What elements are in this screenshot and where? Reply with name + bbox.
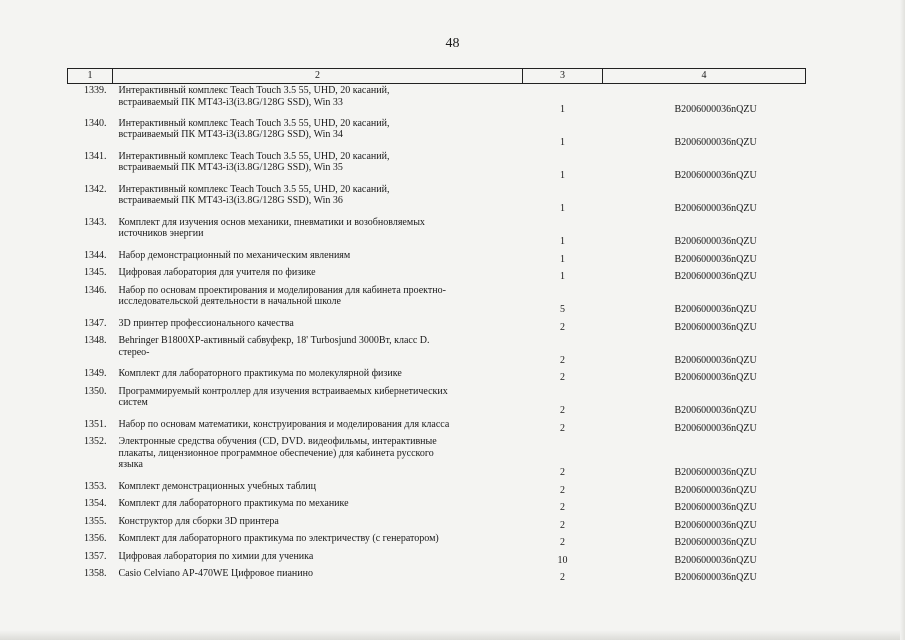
row-quantity: 2 (560, 321, 565, 333)
row-number: 1349. (84, 368, 107, 379)
item-name-line: языка (118, 459, 143, 470)
item-name-line: Интерактивный комплекс Teach Touch 3.5 55, UHD, 20 касаний, (118, 183, 390, 195)
row-quantity: 2 (560, 372, 565, 383)
row-item-name (113, 266, 523, 284)
table-row (68, 567, 806, 585)
item-name-line: Интерактивный комплекс Teach Touch 3.5 55, UHD, 20 касаний, (118, 150, 390, 162)
table-row (68, 435, 806, 480)
row-quantity: 1 (560, 137, 565, 148)
row-item-name (113, 367, 523, 385)
row-number: 1352. (84, 436, 107, 447)
table-row (68, 150, 806, 183)
row-quantity: 2 (560, 405, 565, 416)
row-item-name (113, 480, 523, 498)
row-inventory-code: B2006000036nQZU (674, 137, 757, 148)
row-number: 1341. (84, 150, 107, 162)
row-quantity: 2 (560, 519, 565, 531)
item-name-line: Комплект для лабораторного практикума по электричеству (с генератором) (118, 533, 439, 544)
row-item-name (113, 567, 523, 585)
row-item-name (113, 497, 523, 515)
item-name-line: 3D принтер профессионального качества (118, 317, 294, 329)
column-header-code: 4 (603, 69, 806, 84)
item-name-line: Конструктор для сборки 3D принтера (118, 515, 279, 527)
item-name-line: исследовательской деятельности в начальной школе (118, 296, 341, 307)
column-header-quantity: 3 (523, 69, 603, 84)
page-number: 48 (445, 36, 460, 51)
column-header-name: 2 (113, 69, 523, 84)
item-name-line: стерео- (118, 346, 150, 358)
row-quantity: 2 (560, 537, 565, 548)
item-name-line: Интерактивный комплекс Teach Touch 3.5 55, UHD, 20 касаний, (118, 117, 390, 129)
row-number: 1356. (84, 533, 107, 544)
row-quantity: 2 (560, 354, 565, 366)
column-header-number: 1 (68, 69, 113, 84)
table-row (68, 515, 806, 533)
row-item-name (113, 435, 523, 480)
row-inventory-code: B2006000036nQZU (674, 203, 757, 214)
row-inventory-code: B2006000036nQZU (674, 554, 757, 566)
row-item-name (113, 317, 523, 335)
row-inventory-code: B2006000036nQZU (674, 104, 757, 115)
row-item-name (113, 418, 523, 436)
item-name-line: Интерактивный комплекс Teach Touch 3.5 55, UHD, 20 касаний, (118, 85, 390, 96)
row-inventory-code: B2006000036nQZU (674, 372, 757, 383)
item-name-line: Комплект демонстрационных учебных таблиц (118, 480, 316, 492)
row-number: 1343. (84, 216, 107, 228)
row-quantity: 1 (560, 170, 565, 181)
item-name-line: Behringer B1800XP-активный сабвуфекр, 18' Turbosjund 3000Вт, класс D. (118, 335, 430, 346)
table-row (68, 418, 806, 436)
item-name-line: плакаты, лицензионное программное обеспечение) для кабинета русского (118, 447, 434, 459)
table-row (68, 183, 806, 216)
row-quantity: 1 (560, 271, 565, 282)
row-inventory-code: B2006000036nQZU (674, 422, 757, 434)
row-number: 1347. (84, 317, 107, 329)
row-inventory-code: B2006000036nQZU (674, 405, 757, 416)
row-number: 1344. (84, 249, 107, 261)
row-number: 1355. (84, 515, 107, 527)
row-item-name (113, 515, 523, 533)
row-quantity: 5 (560, 304, 565, 315)
row-inventory-code: B2006000036nQZU (674, 484, 757, 496)
table-row (68, 334, 806, 367)
row-quantity: 2 (560, 422, 565, 434)
row-quantity: 1 (560, 253, 565, 265)
row-number: 1345. (84, 267, 107, 278)
item-name-line: Комплект для лабораторного практикума по механике (118, 498, 349, 509)
item-name-line: Программируемый контроллер для изучения встраиваемых кибернетических (118, 385, 448, 397)
table-header-row (68, 69, 806, 84)
row-inventory-code: B2006000036nQZU (674, 236, 757, 247)
scan-edge-shadow (0, 630, 905, 640)
row-number: 1353. (84, 480, 107, 492)
row-number: 1350. (84, 385, 107, 397)
inventory-table (67, 68, 806, 585)
row-item-name (113, 284, 523, 317)
table-row (68, 550, 806, 568)
row-number: 1357. (84, 550, 107, 562)
table-row (68, 367, 806, 385)
row-item-name (113, 150, 523, 183)
item-name-line: встраиваемый ПК MT43-i3(i3.8G/128G SSD), Win 33 (118, 96, 343, 108)
item-name-line: встраиваемый ПК MT43-i3(i3.8G/128G SSD), Win 34 (118, 129, 343, 140)
table-row (68, 317, 806, 335)
table-row (68, 497, 806, 515)
row-inventory-code: B2006000036nQZU (674, 253, 757, 265)
item-name-line: Цифровая лаборатория по химии для ученика (118, 550, 314, 562)
row-number: 1342. (84, 183, 107, 195)
table-row (68, 532, 806, 550)
item-name-line: Электронные средства обучения (CD, DVD. видеофильмы, интерактивные (118, 436, 437, 447)
row-quantity: 2 (560, 484, 565, 496)
table-row (68, 284, 806, 317)
row-inventory-code: B2006000036nQZU (674, 321, 757, 333)
row-item-name (113, 249, 523, 267)
row-quantity: 1 (560, 203, 565, 214)
item-name-line: Набор по основам проектирования и моделирования для кабинета проектно- (118, 284, 446, 296)
table-row (68, 216, 806, 249)
row-number: 1339. (84, 85, 107, 96)
item-name-line: Комплект для изучения основ механики, пневматики и возобновляемых (118, 216, 425, 228)
row-inventory-code: B2006000036nQZU (674, 304, 757, 315)
table-body (68, 84, 806, 585)
row-inventory-code: B2006000036nQZU (674, 502, 757, 513)
row-number: 1354. (84, 498, 107, 509)
row-item-name (113, 216, 523, 249)
table-row (68, 266, 806, 284)
row-inventory-code: B2006000036nQZU (674, 354, 757, 366)
table-row (68, 117, 806, 150)
row-item-name (113, 117, 523, 150)
row-item-name (113, 532, 523, 550)
row-inventory-code: B2006000036nQZU (674, 170, 757, 181)
item-name-line: Цифровая лаборатория для учителя по физике (118, 267, 316, 278)
row-number: 1340. (84, 117, 107, 129)
row-inventory-code: B2006000036nQZU (674, 572, 757, 583)
row-number: 1346. (84, 284, 107, 296)
row-number: 1348. (84, 335, 107, 346)
row-quantity: 10 (557, 554, 568, 566)
item-name-line: Набор по основам математики, конструирования и моделирования для класса (118, 418, 450, 430)
row-inventory-code: B2006000036nQZU (674, 271, 757, 282)
item-name-line: Casio Celviano AP-470WE Цифровое пианино (118, 568, 313, 579)
item-name-line: Комплект для лабораторного практикума по молекулярной физике (118, 368, 402, 379)
row-inventory-code: B2006000036nQZU (674, 537, 757, 548)
row-inventory-code: B2006000036nQZU (674, 519, 757, 531)
row-item-name (113, 84, 523, 117)
table-row (68, 249, 806, 267)
table-row (68, 385, 806, 418)
scan-edge-shadow-right (900, 0, 905, 640)
row-inventory-code: B2006000036nQZU (674, 467, 757, 478)
row-quantity: 1 (560, 236, 565, 247)
row-number: 1358. (84, 568, 107, 579)
row-quantity: 2 (560, 572, 565, 583)
table-row (68, 480, 806, 498)
row-number: 1351. (84, 418, 107, 430)
row-item-name (113, 385, 523, 418)
table-row (68, 84, 806, 117)
row-item-name (113, 550, 523, 568)
item-name-line: источников энергии (118, 228, 204, 239)
row-quantity: 2 (560, 467, 565, 478)
item-name-line: встраиваемый ПК MT43-i3(i3.8G/128G SSD), Win 35 (118, 162, 343, 173)
row-quantity: 1 (560, 104, 565, 115)
row-item-name (113, 183, 523, 216)
row-quantity: 2 (560, 502, 565, 513)
item-name-line: встраиваемый ПК MT43-i3(i3.8G/128G SSD), Win 36 (118, 195, 343, 206)
item-name-line: Набор демонстрационный по механическим явлениям (118, 249, 351, 261)
item-name-line: систем (118, 397, 148, 408)
row-item-name (113, 334, 523, 367)
